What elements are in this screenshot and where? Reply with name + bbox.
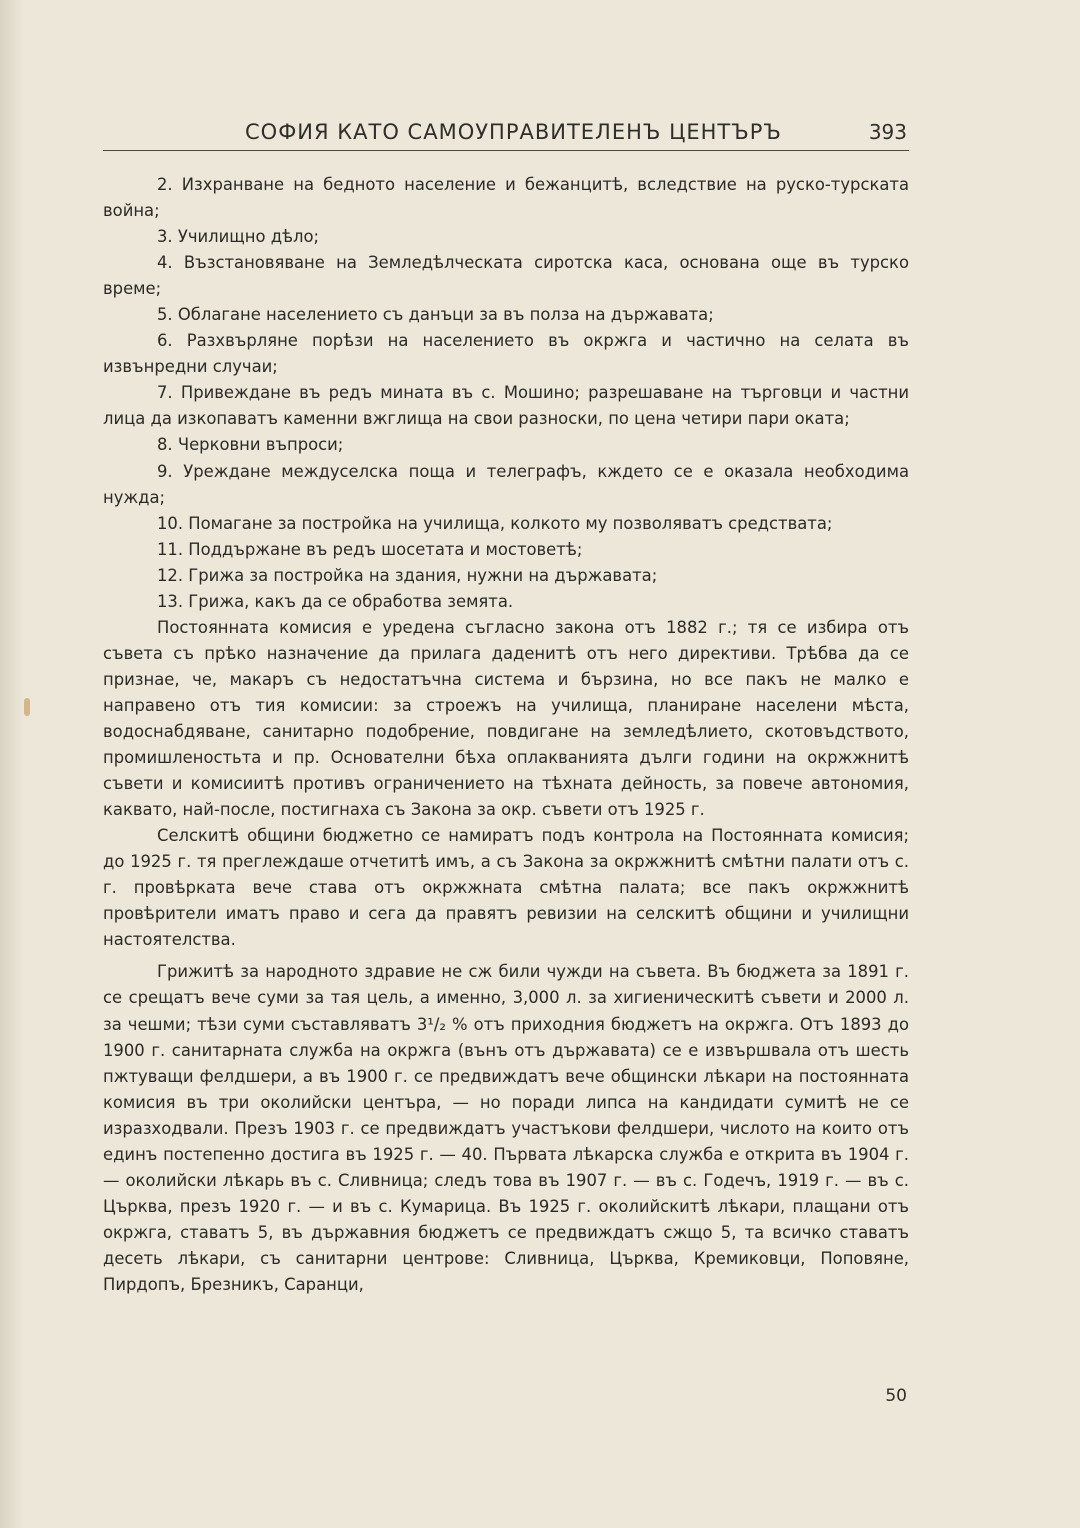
running-header [103,120,909,151]
list-item: 11. Поддържане въ редъ шосетата и мостоветѣ; [157,539,583,559]
list-item: 13. Грижа, какъ да се обработва земята. [157,591,514,611]
paragraph-municipalities: Селскитѣ общини бюджетно се намиратъ подъ контрола на Постоянната комисия; до 1925 г. тя преглеждаше отчетитѣ имъ, а съ Закона за окржжнитѣ смѣтни палати отъ с. г. провѣрката вече става отъ окржжната смѣтна палата; все пакъ окржжнитѣ провѣрители иматъ право и сега да правятъ ревизии на селскитѣ общини и училищни настоятелства. [103,826,909,950]
list-item: 2. Изхранване на бедното население и бежанцитѣ, вследствие на руско-турската война; [103,175,909,221]
list-item: 10. Помагане за постройка на училища, колкото му позволяватъ средствата; [157,513,833,533]
paragraph-commission: Постоянната комисия е уредена съгласно закона отъ 1882 г.; тя се избира отъ съвета съ прѣко назначение да прилага даденитѣ отъ него директиви. Трѣбва да се признае, че, макаръ съ недостатъчна система и бързина, но все пакъ не малко е направено отъ тия комисии: за строежъ на училища, планиране населени мѣста, водоснабдяване, санитарно подобрение, повдигане на земледѣлието, скотовъдството, промишленостьта и пр. Основателни бѣха оплакванията дълги години на окржжнитѣ съвети и комисиитѣ противъ ограничението на тѣхната дейность, за повече автономия, каквато, най-после, постигнаха съ Закона за окр. съвети отъ 1925 г. [103,617,909,820]
list-item: 4. Възстановяване на Земледѣлческата сиротска каса, основана още въ турско време; [103,253,909,299]
paragraph-health: Грижитѣ за народното здравие не сж били чужди на съвета. Въ бюджета за 1891 г. се срещатъ вече суми за тая цель, а именно, 3,000 л. за хигиеническитѣ съвети и 2000 л. за чешми; тѣзи суми съставляватъ 3¹/₂ % отъ приходния бюджетъ на окржга. Отъ 1893 до 1900 г. санитарната служба на окржга (вънъ отъ държавата) се е извършвала отъ шесть пжтуващи фелдшери, а въ 1900 г. се предвиждатъ вече общински лѣкари на постоянната комисия въ три околийски центъра, — но поради липса на кандидати сумитѣ не се изразходвали. Презъ 1903 г. се предвиждатъ участъкови фелдшери, числото на които отъ единъ постепенно достига въ 1925 г. — 40. Първата лѣкарска служба е открита въ 1904 г. — околийски лѣкарь въ с. Сливница; следъ това въ 1907 г. — въ с. Годечъ, 1919 г. — въ с. Църква, презъ 1920 г. — и въ с. Кумарица. Въ 1925 г. околийскитѣ лѣкари, плащани отъ окржга, ставатъ 5, въ държавния бюджетъ се предвиждатъ сжщо 5, та всичко ставатъ десеть лѣкари, съ санитарни центрове: Сливница, Църква, Кремиковци, Поповяне, Пирдопъ, Брезникъ, Саранци, [103,962,909,1294]
header-title: СОФИЯ КАТО САМОУПРАВИТЕЛЕНЪ ЦЕНТЪРЪ [245,120,782,144]
list-item: 9. Уреждане междуселска поща и телеграфъ, кждето се е оказала необходима нужда; [103,461,909,507]
list-item: 3. Училищно дѣло; [157,227,320,247]
list-item: 6. Разхвърляне порѣзи на населението въ окржга и частично на селата въ извънредни случаи; [103,331,909,377]
signature-mark: 50 [885,1386,907,1406]
body-text [103,172,909,1298]
list-item: 5. Облагане населението съ данъци за въ полза на държавата; [157,305,714,325]
page-number: 393 [868,120,907,144]
list-item: 7. Привеждане въ редъ мината въ с. Мошино; разрешаване на търговци и частни лица да изкопаватъ каменни вжглища на свои разноски, по цена четири пари оката; [103,383,909,429]
list-item: 8. Черковни въпроси; [157,435,344,455]
paper-stain [24,698,30,716]
page-edge-shadow [0,0,24,1528]
list-item: 12. Грижа за постройка на здания, нужни на държавата; [157,565,658,585]
